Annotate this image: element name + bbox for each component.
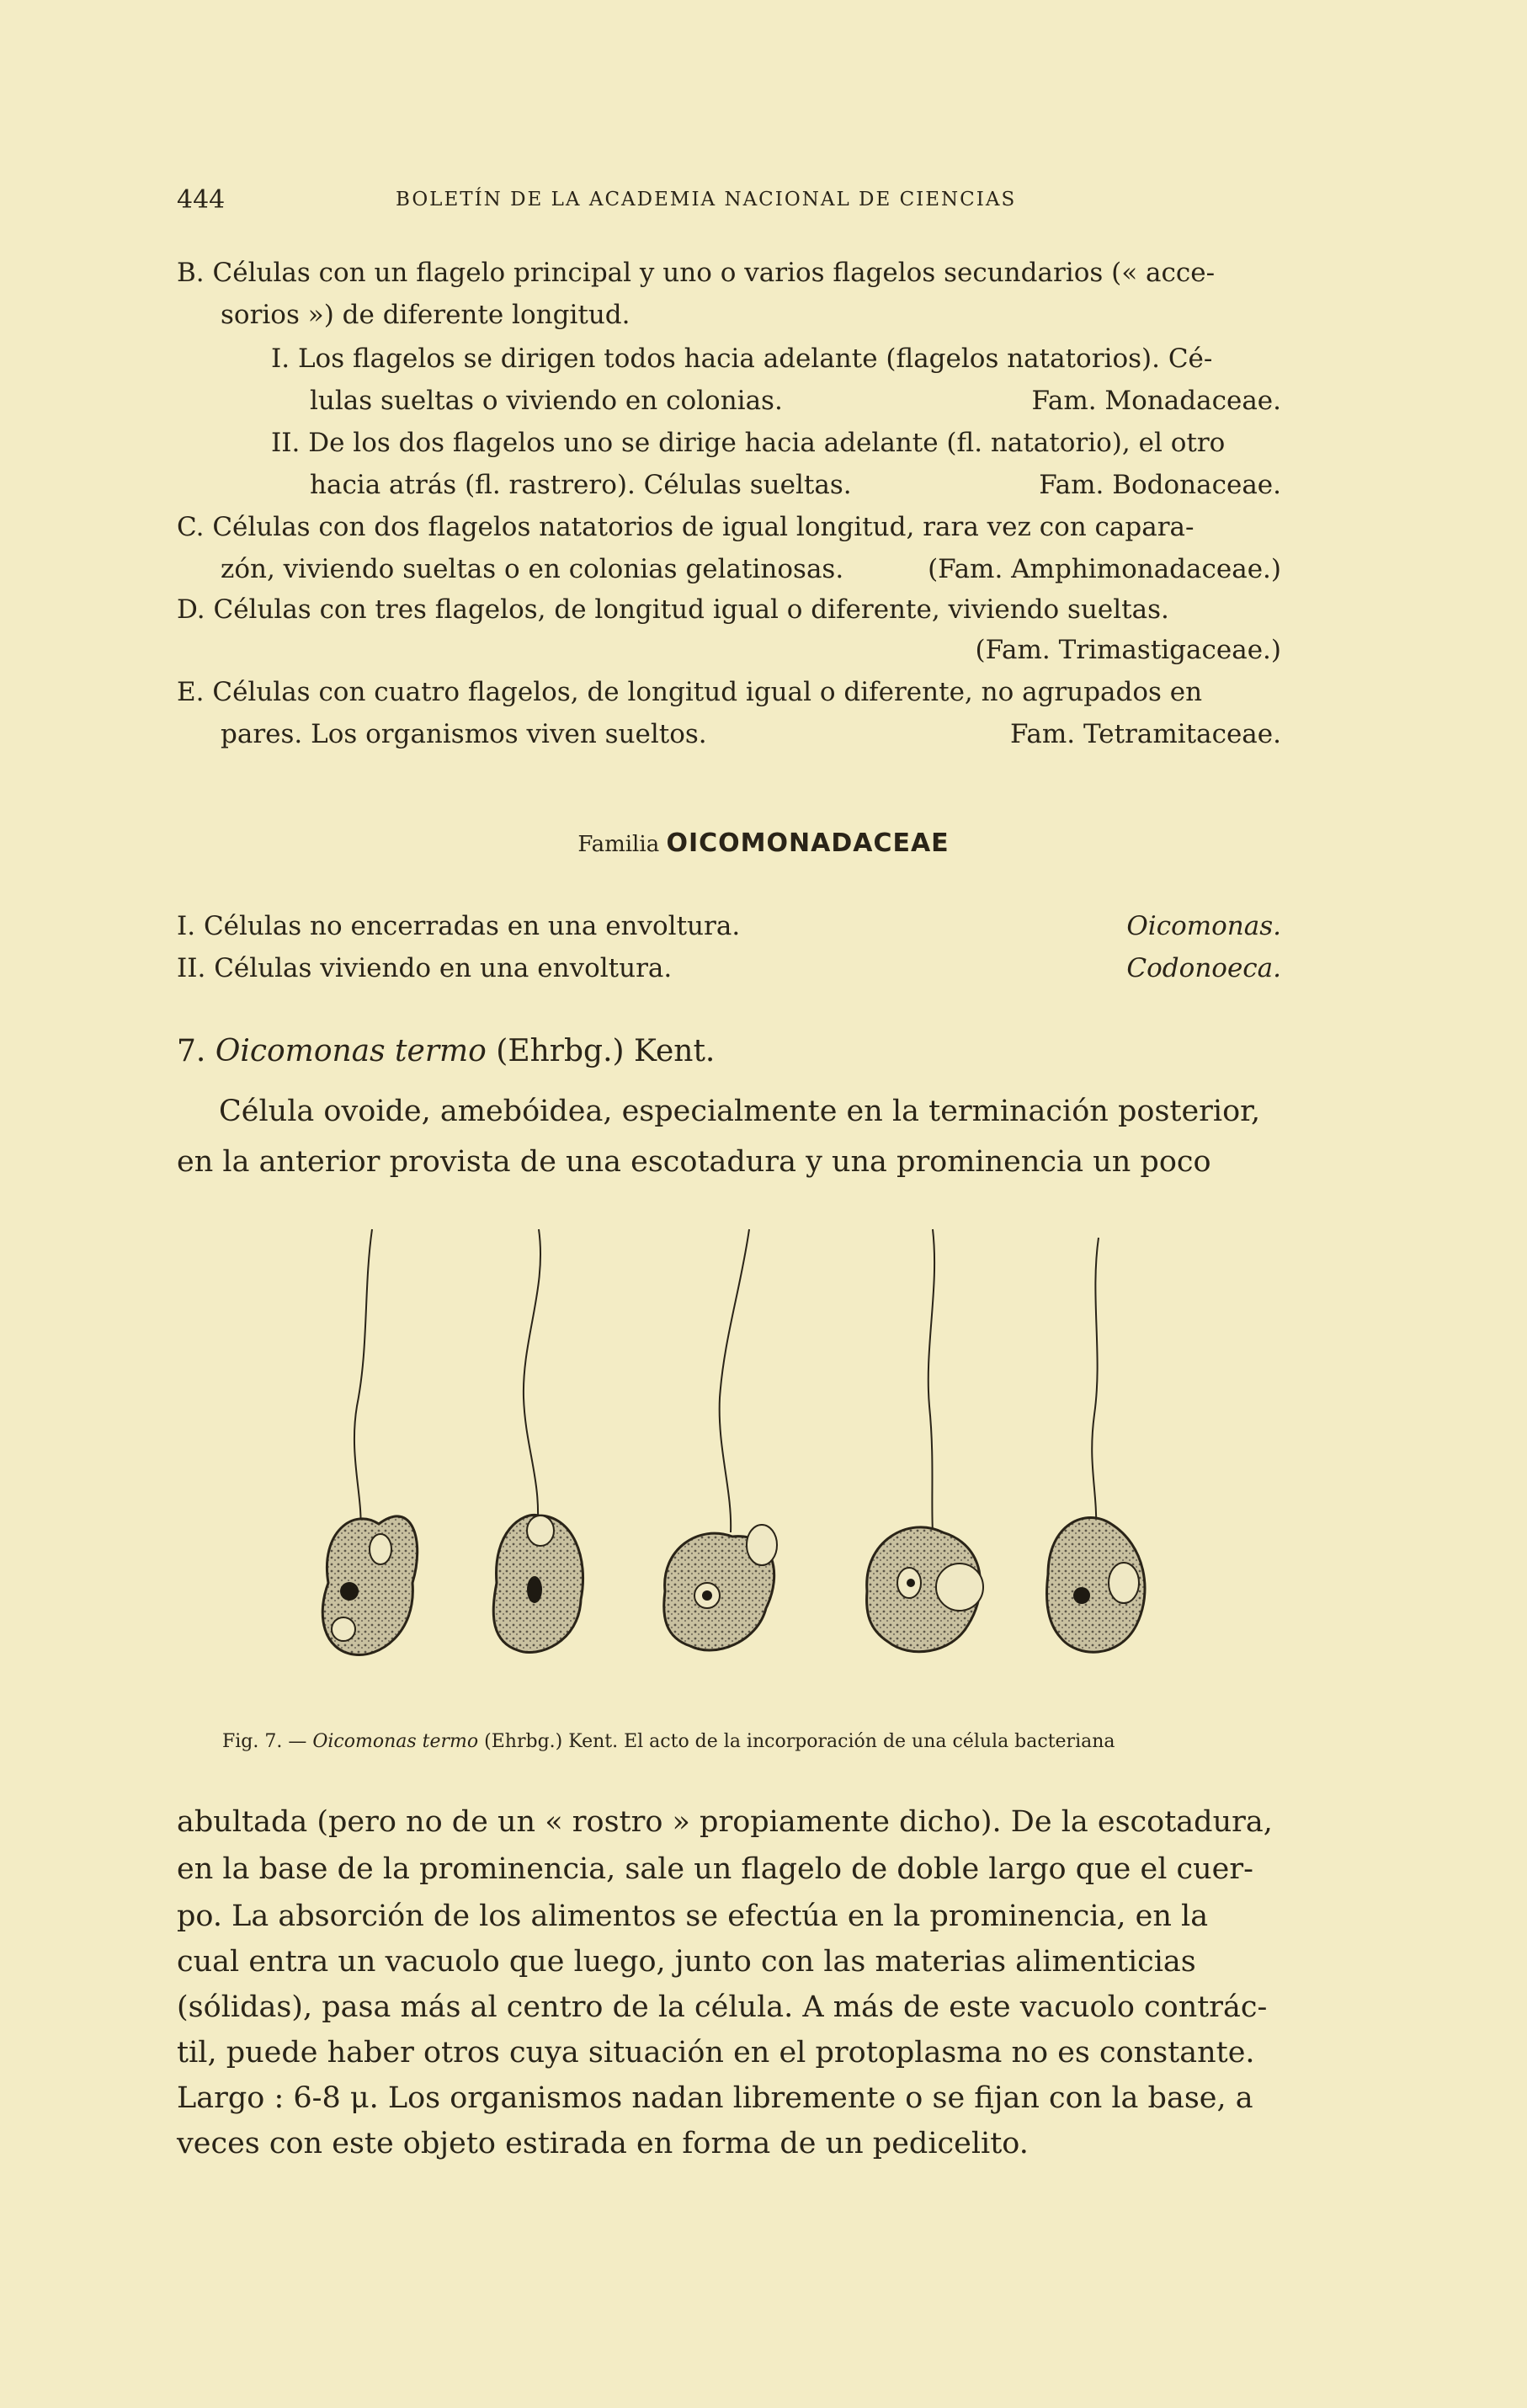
figure-caption: Fig. 7. — Oicomonas termo (Ehrbg.) Kent. El acto de la incorporación de una célula bacteriana [222,1731,1115,1752]
key-b-i: I. Los flagelos se dirigen todos hacia adelante (flagelos natatorios). Cé- [271,344,1213,374]
figure-oicomonas-termo [269,1212,1280,1718]
key-b-i-cont: lulas sueltas o viviendo en colonias. [310,386,783,416]
key-e-cont: pares. Los organismos viven sueltos. [221,719,707,749]
family-amphimonadaceae: (Fam. Amphimonadaceae.) [928,554,1281,584]
cell-drawing-1 [322,1229,417,1655]
family-tetramitaceae: Fam. Tetramitaceae. [1009,719,1281,749]
key-b-ii-cont: hacia atrás (fl. rastrero). Células sueltas. [310,470,852,500]
description-line: til, puede haber otros cuya situación en el protoplasma no es constante. [177,2036,1255,2070]
key-d: D. Células con tres flagelos, de longitud igual o diferente, viviendo sueltas. [177,594,1169,625]
genus-codonoeca: Codonoeca. [1126,953,1281,983]
key-b-ii: II. De los dos flagelos uno se dirige hacia adelante (fl. natatorio), el otro [271,428,1226,458]
species-name: Oicomonas termo [215,1034,487,1068]
cell-drawing-5 [1047,1238,1145,1652]
species-heading: 7. Oicomonas termo (Ehrbg.) Kent. [177,1034,716,1068]
description-line: veces con este objeto estirada en forma de un pedicelito. [177,2127,1029,2160]
cell-drawing-4 [867,1229,983,1652]
page-number: 444 [177,185,226,215]
family-name: OICOMONADACEAE [666,828,950,858]
key-b: B. Células con un flagelo principal y uno o varios flagelos secundarios (« acce- [177,258,1216,288]
running-title: BOLETÍN DE LA ACADEMIA NACIONAL DE CIENCIAS [396,189,1017,210]
cell-drawing-3 [664,1229,777,1650]
key-c-cont: zón, viviendo sueltas o en colonias gelatinosas. [221,554,844,584]
cell-drawing-2 [493,1229,583,1653]
description-line: en la base de la prominencia, sale un flagelo de doble largo que el cuer- [177,1852,1253,1886]
description-line: en la anterior provista de una escotadura y una prominencia un poco [177,1145,1211,1179]
family-bodonaceae: Fam. Bodonaceae. [1039,470,1281,500]
description-line: Largo : 6-8 μ. Los organismos nadan libremente o se fijan con la base, a [177,2081,1253,2115]
description-line: abultada (pero no de un « rostro » propiamente dicho). De la escotadura, [177,1805,1273,1839]
family-heading: Familia OICOMONADACEAE [577,828,950,858]
genus-key-1: I. Células no encerradas en una envoltura. [177,911,741,941]
key-b-cont: sorios ») de diferente longitud. [221,300,630,330]
key-e: E. Células con cuatro flagelos, de longitud igual o diferente, no agrupados en [177,677,1203,707]
genus-oicomonas: Oicomonas. [1126,911,1281,941]
description-line: cual entra un vacuolo que luego, junto con las materias alimenticias [177,1945,1196,1979]
family-monadaceae: Fam. Monadaceae. [1031,386,1281,416]
family-trimastigaceae: (Fam. Trimastigaceae.) [975,635,1281,665]
genus-key-2: II. Células viviendo en una envoltura. [177,953,673,983]
description-line: Célula ovoide, amebóidea, especialmente en la terminación posterior, [219,1095,1261,1128]
description-line: (sólidas), pasa más al centro de la célula. A más de este vacuolo contrác- [177,1990,1268,2024]
running-header [177,185,1281,219]
description-line: po. La absorción de los alimentos se efectúa en la prominencia, en la [177,1899,1209,1933]
key-c: C. Células con dos flagelos natatorios de igual longitud, rara vez con capara- [177,512,1194,542]
